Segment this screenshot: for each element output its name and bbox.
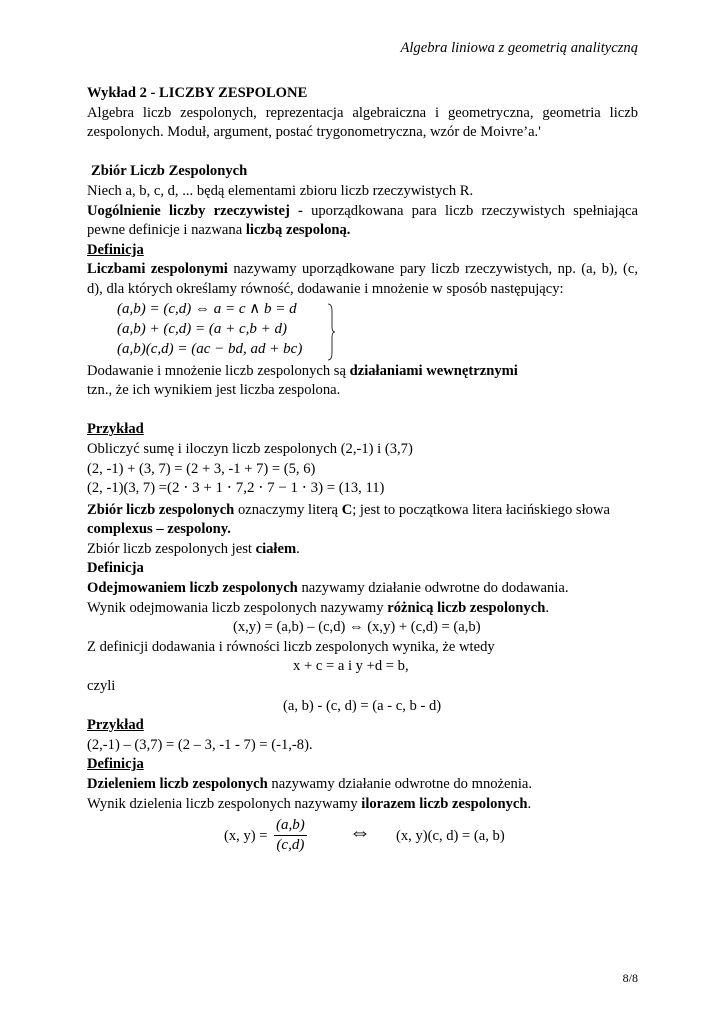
text: = (13, 11) [323,480,385,497]
lecture-intro: Algebra liczb zespolonych, reprezentacja algebraiczna i geometryczna, geometria liczb zespolonych. Moduł, argument, postać trygonometryczna, wzór de Moivre’a.' [87,104,638,141]
text: uporządkowana para liczb rzeczywistych spełniająca pewne definicje i nazwana [87,202,639,239]
text: (2, -1)(3, 7) = [87,480,167,497]
paragraph: Z definicji dodawania i równości liczb zespolonych wynika, że wtedy [87,638,495,655]
example-label: Przykład [87,717,144,734]
example-product [87,479,638,499]
operations-paragraph [87,362,638,382]
text: ; jest to początkowa litera łacińskiego słowa [352,501,610,518]
field-statement [87,540,638,560]
bold-term: Odejmowaniem liczb zespolonych [87,580,298,597]
text: oznaczymy literą [234,501,342,518]
division-rhs: (x, y)(c, d) = (a, b) [396,828,505,845]
subtraction-definition [87,579,638,599]
text: Zbiór liczb zespolonych jest [87,540,256,557]
running-header: Algebra liniowa z geometrią analityczną [400,40,638,56]
field-paragraph [87,501,638,521]
fraction [274,816,307,855]
bold-term: liczbą zespoloną. [245,222,351,239]
equation-addition: (a,b) + (c,d) = (a + c,b + d) [117,320,288,337]
bold-term: Dzieleniem liczb zespolonych [87,776,268,792]
example-sum: (2, -1) + (3, 7) = (2 + 3, -1 + 7) = (5, 6) [87,460,316,477]
subtraction-result [87,599,638,619]
bold-term: ciałem [255,540,297,557]
division-lhs: (x, y) = [224,828,268,845]
text: Wynik odejmowania liczb zespolonych nazywamy [87,599,388,616]
text: nazywamy działanie odwrotne do mnożenia. [267,776,532,792]
division-equation [87,816,638,858]
example-difference: (2,-1) – (3,7) = (2 – 3, -1 - 7) = (-1,-8). [87,736,313,753]
text: Dodawanie i mnożenie liczb zespolonych są [87,362,350,379]
text: . [296,540,300,557]
equation-multiplication: (a,b)(c,d) = (ac − bd, ad + bc) [117,340,303,357]
bold-term: Liczbami zespolonymi [87,261,228,278]
definition-label: Definicja [87,756,144,773]
subtraction-formula: (a, b) - (c, d) = (a - c, b - d) [283,697,442,714]
example-label: Przykład [87,421,144,438]
right-brace-icon [327,303,335,361]
bold-term: ilorazem liczb zespolonych [361,795,528,812]
bold-term: różnicą liczb zespolonych [387,599,546,616]
equation-equality: (a,b) = (c,d) ⇔ a = c ∧ b = d [117,300,297,317]
division-result [87,795,638,815]
bold-letter: C [341,501,353,518]
bold-term: Zbiór liczb zespolonych [87,501,235,518]
definition-equations [117,300,638,362]
equivalence-icon: ⇔ [349,819,371,845]
text: nazywamy uporządkowane pary liczb rzeczywistych, np. (a, b), (c, d), dla których określamy równość, dodawanie i mnożenie w sposób następujący: [87,261,638,297]
fraction-denominator: (c,d) [276,837,305,854]
paragraph: tzn., że ich wynikiem jest liczba zespolona. [87,382,341,399]
generalization-paragraph [87,202,638,241]
paragraph: Niech a, b, c, d, ... będą elementami zbioru liczb rzeczywistych R. [87,182,474,199]
lecture-title: Wykład 2 - LICZBY ZESPOLONE [87,85,308,101]
page-number: 8/8 [622,971,638,985]
bold-term: Uogólnienie liczby rzeczywistej - [87,202,303,219]
component-equations: x + c = a i y +d = b, [293,658,409,675]
section-heading: Zbiór Liczb Zespolonych [91,163,248,180]
subtraction-equation: (x,y) = (a,b) – (c,d) ⇔ (x,y) + (c,d) = (a,b) [233,619,481,636]
text: Wynik dzielenia liczb zespolonych nazywamy [87,795,362,812]
math-expression: (2 ⋅ 3 + 1 ⋅ 7,2 ⋅ 7 − 1 ⋅ 3) [166,480,324,497]
page-content [87,84,638,858]
definition-paragraph [87,260,638,299]
definition-label: Definicja [87,560,144,577]
connector-word: czyli [87,678,116,695]
bold-term: działaniami wewnętrznymi [349,362,518,379]
bold-term: complexus – zespolony. [87,521,231,538]
text: nazywamy działanie odwrotne do dodawania. [297,580,569,597]
division-definition [87,775,638,795]
fraction-numerator: (a,b) [274,816,307,836]
text: . [527,795,532,812]
paragraph: Obliczyć sumę i iloczyn liczb zespolonych (2,-1) i (3,7) [87,440,413,457]
text: . [545,599,549,616]
definition-label: Definicja [87,241,144,258]
